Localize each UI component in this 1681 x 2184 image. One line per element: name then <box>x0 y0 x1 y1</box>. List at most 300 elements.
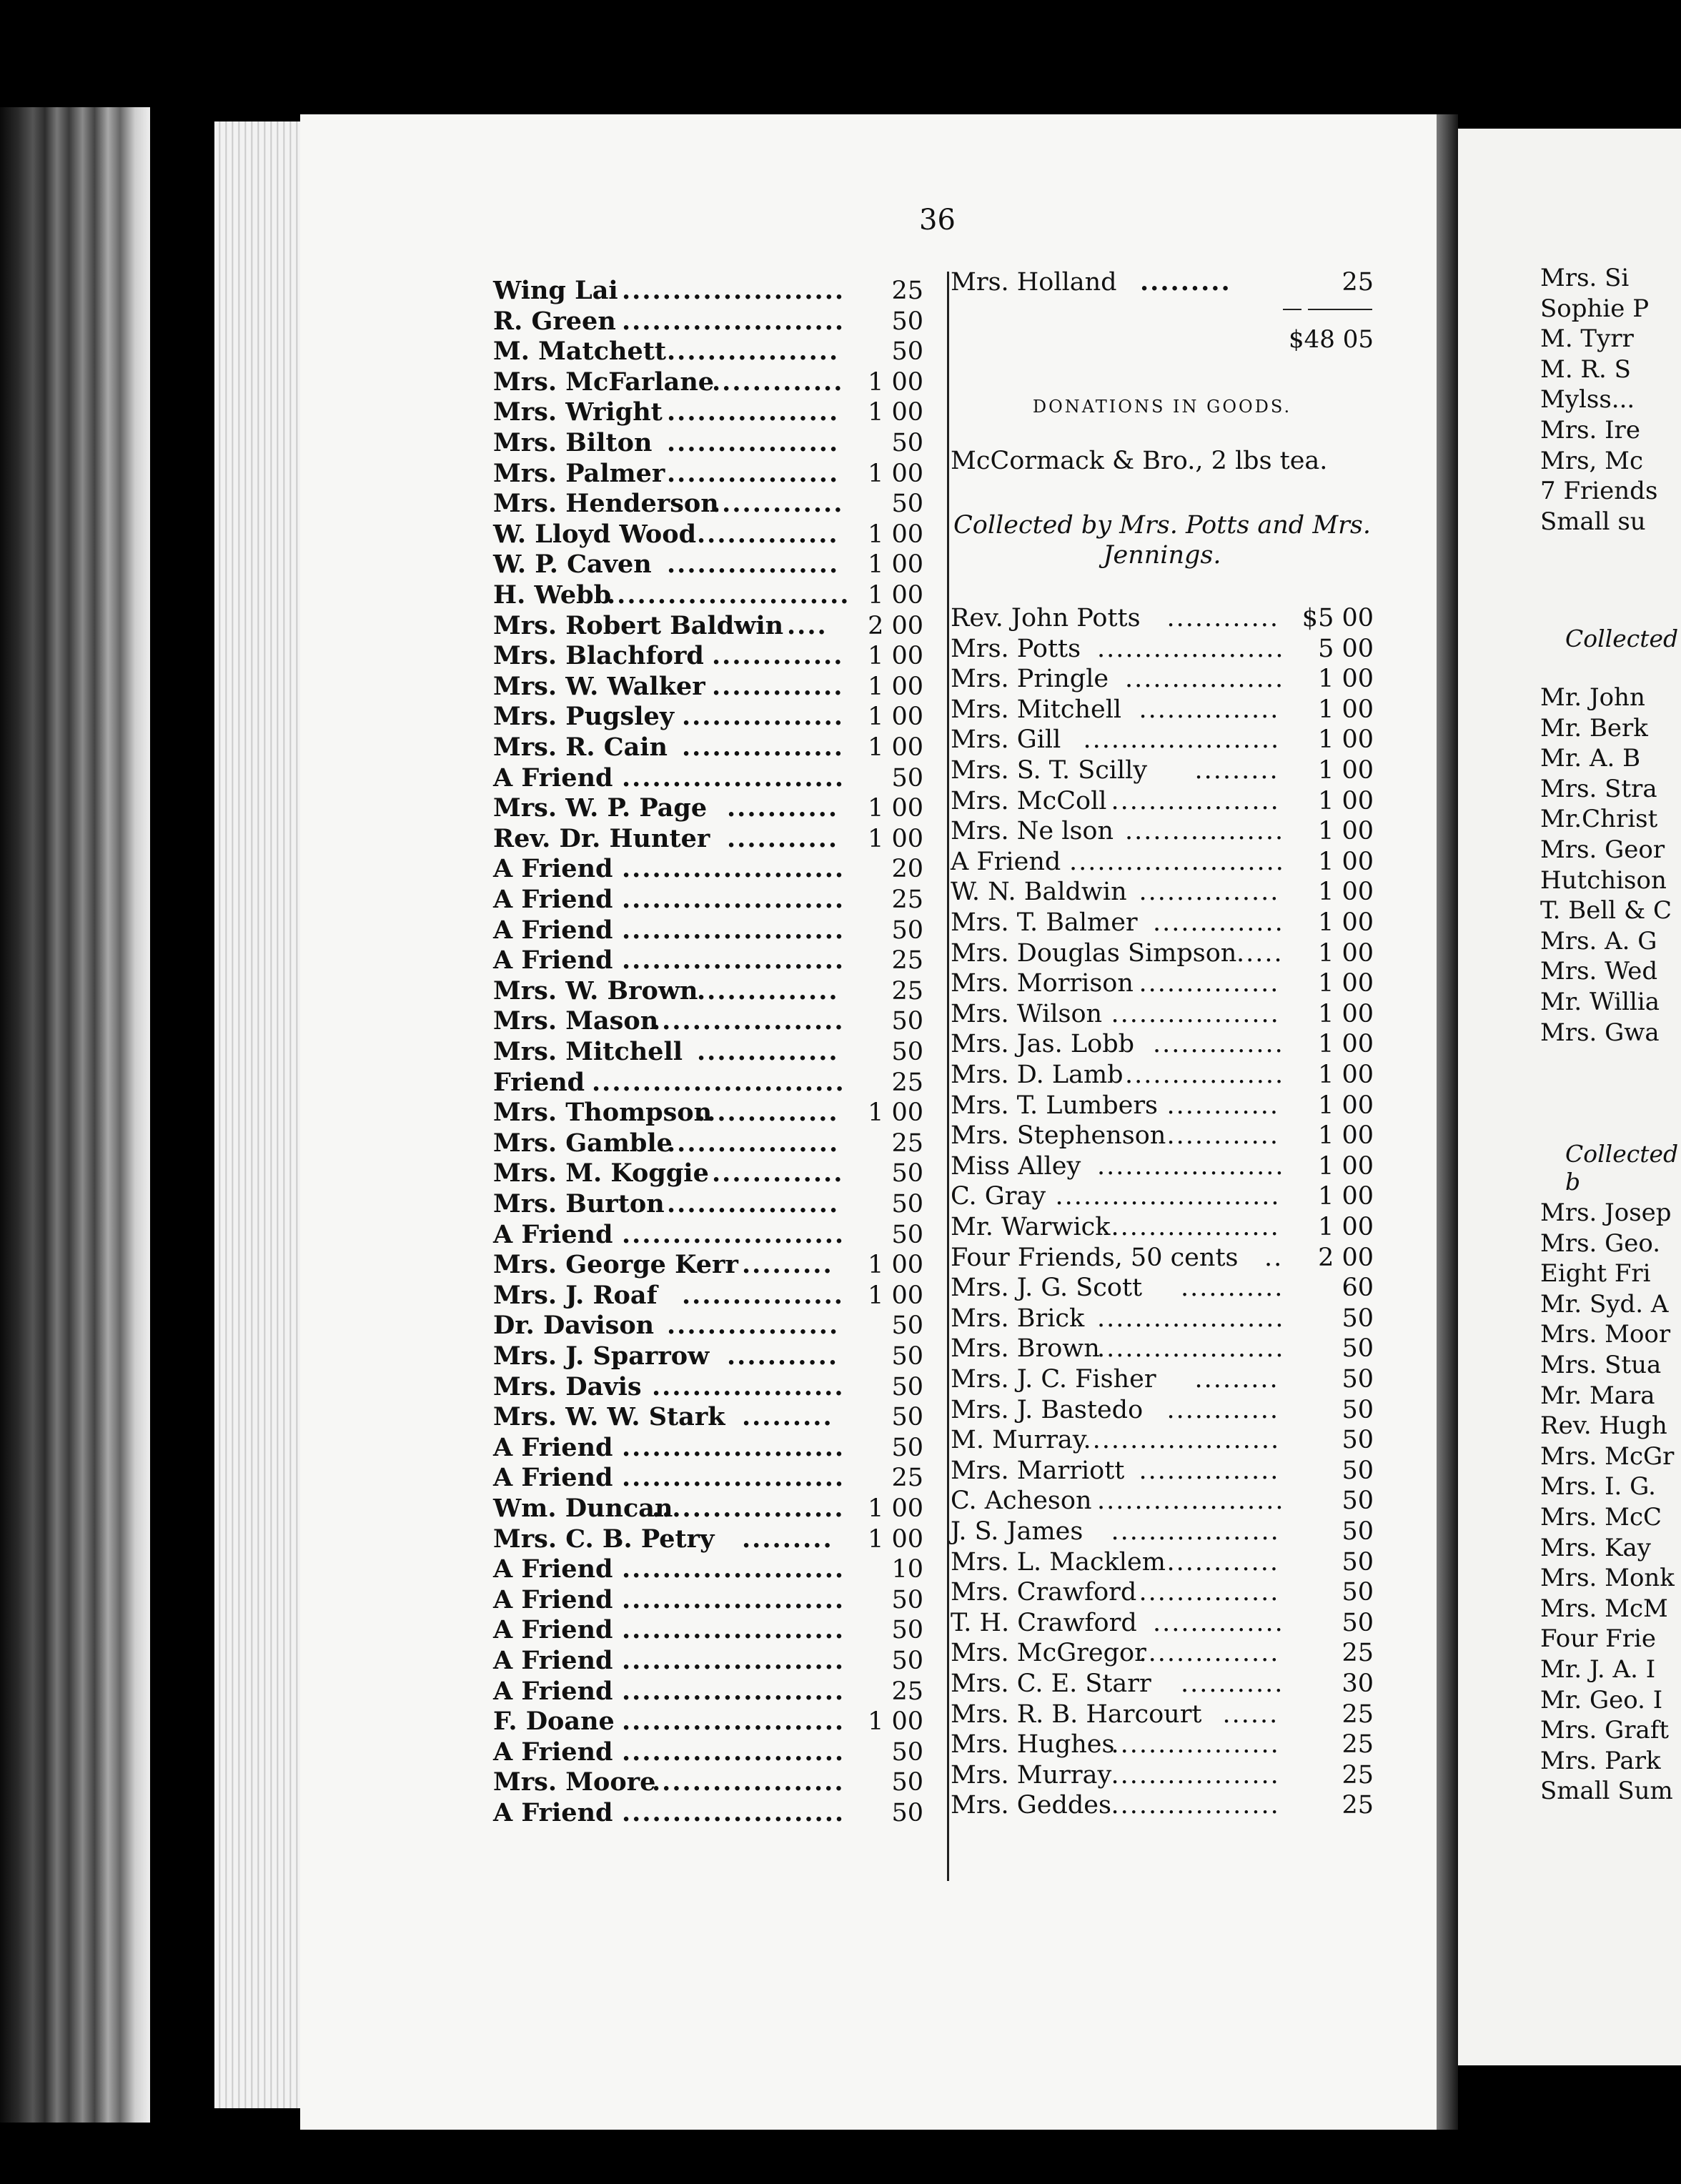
entry-amount: 1 00 <box>868 824 923 853</box>
leader-dots: ......... <box>742 1250 833 1280</box>
entry-name: Friend <box>493 1067 585 1097</box>
entry-amount: 50 <box>1342 1426 1374 1455</box>
column-divider <box>947 272 949 1881</box>
list-item: Rev. Hugh <box>1540 1411 1667 1441</box>
entry-name: Mrs. J. Sparrow <box>493 1341 710 1371</box>
leader-dots: .................. <box>1111 999 1280 1028</box>
leader-dots: ................... <box>652 1494 845 1523</box>
entry-amount: 20 <box>891 855 923 884</box>
entry-name: Mrs. T. Lumbers <box>951 1091 1159 1120</box>
leader-dots: ..................... <box>1083 1426 1281 1455</box>
leader-dots: .................. <box>1111 1730 1280 1759</box>
list-item: Mr. Willia <box>1540 988 1660 1016</box>
entry-name: Mrs. C. B. Petry <box>493 1524 715 1554</box>
leader-dots: ............. <box>712 367 844 397</box>
list-item <box>951 847 1374 877</box>
leader-dots: ............. <box>712 1158 844 1188</box>
list-item: Eight Fri <box>1540 1259 1651 1289</box>
leader-dots: ...................... <box>622 1676 846 1706</box>
leader-dots: .................. <box>1111 1791 1280 1820</box>
entry-amount: 1 00 <box>868 1098 923 1128</box>
entry-name: Mrs. W. Walker <box>493 671 705 701</box>
list-item: Mrs. Stua <box>1540 1351 1662 1379</box>
leader-dots: ............ <box>1166 1547 1280 1577</box>
leader-dots: ........... <box>1181 1669 1284 1698</box>
list-item <box>951 1760 1374 1790</box>
leader-dots: ............. <box>712 489 844 519</box>
entry-amount: 1 00 <box>868 642 923 671</box>
entry-amount: 50 <box>1342 1578 1374 1607</box>
entry-amount: 50 <box>891 1737 923 1767</box>
entry-name: Mrs. Marriott <box>951 1456 1125 1485</box>
list-item: Mrs. Gwa <box>1540 1018 1660 1047</box>
list-item <box>951 1729 1374 1759</box>
entry-name: Mrs. L. Macklem <box>951 1547 1166 1577</box>
leader-dots: ................. <box>667 337 840 367</box>
leader-dots: .............. <box>1153 1030 1284 1059</box>
list-item <box>951 1181 1374 1211</box>
entry-name: A Friend <box>493 1463 613 1493</box>
entry-amount: 1 00 <box>1318 1151 1374 1181</box>
entry-name: Mrs. Brick <box>951 1304 1085 1333</box>
list-item <box>951 1121 1374 1151</box>
list-item: Mrs. A. G <box>1540 926 1657 955</box>
list-item <box>951 1456 1374 1486</box>
list-item <box>493 1189 923 1219</box>
list-item <box>951 725 1374 755</box>
leader-dots: ......................... <box>592 1067 846 1097</box>
entry-amount: 1 00 <box>1318 665 1374 694</box>
entry-name: Mrs. Wilson <box>951 999 1103 1028</box>
list-item: Hutchison <box>1540 865 1667 895</box>
entry-amount: 1 00 <box>868 550 923 580</box>
list-item: Mrs. Kay <box>1540 1533 1652 1562</box>
entry-name: Mrs. J. C. Fisher <box>951 1365 1156 1394</box>
list-item <box>951 634 1374 664</box>
entry-name: A Friend <box>493 1676 613 1706</box>
entry-amount: 1 00 <box>868 1524 923 1554</box>
entry-amount: 1 00 <box>1318 1091 1374 1120</box>
entry-name: Mrs. Douglas Simpson <box>951 938 1237 968</box>
leader-dots: .................... <box>1097 1151 1285 1181</box>
list-item <box>951 1638 1374 1668</box>
leader-dots: ......... <box>1140 267 1231 297</box>
entry-name: Mrs. S. T. Scilly <box>951 756 1148 785</box>
leader-dots: ...................... <box>622 1615 846 1645</box>
list-item: Mrs. Monk <box>1540 1564 1675 1593</box>
list-item <box>951 695 1374 725</box>
list-item <box>493 1037 923 1067</box>
entry-amount: 1 00 <box>1318 1213 1374 1241</box>
leader-dots: ................. <box>667 458 840 488</box>
list-item <box>951 1273 1374 1303</box>
entry-name: A Friend <box>493 763 613 793</box>
entry-name: Mrs. J. Bastedo <box>951 1395 1144 1424</box>
sum-rule <box>1283 309 1301 310</box>
entry-name: Mrs. R. Cain <box>493 733 668 762</box>
entry-name: Mrs. W. W. Stark <box>493 1402 725 1432</box>
leader-dots: ........................ <box>1055 1182 1281 1211</box>
leader-dots: ....................... <box>1069 847 1285 876</box>
entry-amount: 50 <box>1342 1608 1374 1637</box>
list-item <box>493 1494 923 1524</box>
entry-name: Mrs. Henderson <box>493 489 719 519</box>
list-item <box>493 763 923 793</box>
list-item <box>951 1547 1374 1577</box>
list-item: Mrs. I. G. <box>1540 1472 1656 1502</box>
entry-amount: 1 00 <box>868 733 923 762</box>
list-item <box>493 1524 923 1554</box>
list-item <box>951 1669 1374 1699</box>
list-item <box>493 1341 923 1371</box>
entry-amount: 25 <box>891 1068 923 1097</box>
entry-amount: 50 <box>891 915 923 945</box>
goods-entry: McCormack & Bro., 2 lbs tea. <box>951 447 1328 475</box>
list-item <box>493 1677 923 1707</box>
list-item <box>493 1767 923 1797</box>
entry-name: J. S. James <box>951 1517 1084 1546</box>
entry-amount: 1 00 <box>868 1251 923 1280</box>
list-item <box>493 489 923 519</box>
entry-amount: 1 00 <box>868 459 923 488</box>
list-item <box>951 1091 1374 1121</box>
leader-dots: .................... <box>1097 634 1285 663</box>
list-item <box>493 976 923 1006</box>
list-item <box>493 580 923 610</box>
entry-amount: 1 00 <box>868 367 923 397</box>
entry-name: Mrs. Stephenson <box>951 1121 1166 1151</box>
list-item: Mr. Berk <box>1540 713 1648 743</box>
entry-name: Mrs. Gill <box>951 725 1061 755</box>
leader-dots: ...................... <box>622 915 846 945</box>
list-item <box>951 968 1374 998</box>
list-item <box>493 1554 923 1584</box>
entry-amount: 50 <box>891 307 923 336</box>
entry-amount: 1 00 <box>868 1707 923 1737</box>
leader-dots: ................ <box>682 702 844 732</box>
list-item <box>493 1585 923 1615</box>
section-heading: Collected <box>1565 625 1679 652</box>
leader-dots: ......... <box>1194 1365 1279 1394</box>
entry-name: Mrs. Pringle <box>951 665 1109 694</box>
entry-amount: 50 <box>891 1433 923 1462</box>
leader-dots: ...................... <box>622 1219 846 1249</box>
list-item <box>493 793 923 823</box>
entry-amount: 25 <box>1342 1791 1374 1820</box>
entry-amount: 1 00 <box>1318 786 1374 815</box>
entry-amount: 50 <box>891 1159 923 1188</box>
leader-dots: ...................... <box>622 885 846 914</box>
page-edges <box>214 121 307 2108</box>
list-item <box>493 459 923 489</box>
leader-dots: ............ <box>1166 1121 1280 1151</box>
entry-amount: 1 00 <box>868 581 923 610</box>
list-item <box>493 824 923 854</box>
list-item: Mrs. Moor <box>1540 1320 1671 1349</box>
entry-amount: 50 <box>891 1799 923 1827</box>
leader-dots: ...................... <box>622 945 846 976</box>
entry-name: F. Doane <box>493 1707 615 1737</box>
entry-amount: 1 00 <box>1318 999 1374 1028</box>
list-item <box>493 854 923 884</box>
leader-dots: ................. <box>667 1311 840 1341</box>
entry-name: Mrs. C. E. Starr <box>951 1669 1151 1698</box>
collected-heading-line1: Collected by Mrs. Potts and Mrs. <box>953 511 1371 540</box>
leader-dots: .................. <box>1111 1213 1280 1241</box>
leader-dots: ................ <box>682 733 844 762</box>
entry-amount: 1 00 <box>1318 1182 1374 1211</box>
leader-dots: ............. <box>712 671 844 701</box>
collected-heading-line2: Jennings. <box>1103 541 1221 570</box>
list-item <box>493 1281 923 1311</box>
page-gutter <box>1437 114 1458 2130</box>
entry-amount: 1 00 <box>1318 725 1374 755</box>
list-item <box>493 1006 923 1036</box>
entry-name: Four Friends, 50 cents <box>951 1243 1239 1272</box>
entry-amount: 25 <box>1342 268 1374 297</box>
entry-name: W. P. Caven <box>493 550 652 580</box>
list-item <box>493 1615 923 1645</box>
leader-dots: .............. <box>697 976 839 1006</box>
list-item <box>951 267 1374 297</box>
entry-amount: 1 00 <box>868 1281 923 1310</box>
entry-name: Mrs. McColl <box>951 786 1107 815</box>
leader-dots: ................. <box>667 1189 840 1218</box>
entry-name: Mrs. Holland <box>951 268 1117 297</box>
list-item: Mr. Syd. A <box>1540 1289 1669 1319</box>
entry-name: Mrs. Moore <box>493 1767 656 1797</box>
list-item <box>951 1790 1374 1820</box>
list-item: Mr.Christ <box>1540 805 1658 834</box>
entry-amount: 25 <box>891 277 923 305</box>
leader-dots: .............. <box>1153 908 1284 937</box>
list-item <box>493 1433 923 1463</box>
entry-name: W. Lloyd Wood <box>493 519 697 549</box>
total-amount: $48 05 <box>1289 325 1374 354</box>
entry-name: Miss Alley <box>951 1151 1081 1181</box>
list-item: Mrs. McGr <box>1540 1441 1675 1471</box>
entry-name: Mrs. R. B. Harcourt <box>951 1699 1202 1729</box>
list-item <box>493 611 923 641</box>
leader-dots: ...................... <box>622 1554 846 1584</box>
entry-amount: 50 <box>1342 1334 1374 1364</box>
list-item <box>493 307 923 337</box>
entry-amount: 25 <box>1342 1639 1374 1668</box>
entry-name: Wm. Duncan <box>493 1494 673 1523</box>
entry-name: Mrs. Pugsley <box>493 702 675 732</box>
leader-dots: ...... <box>1222 1699 1279 1729</box>
entry-name: M. Matchett <box>493 337 667 367</box>
entry-amount: 50 <box>1342 1517 1374 1546</box>
leader-dots: ............... <box>1139 969 1280 998</box>
list-item: 7 Friends <box>1540 477 1658 506</box>
entry-amount: 25 <box>891 946 923 976</box>
book-spine <box>0 107 150 2123</box>
list-item <box>493 276 923 306</box>
leader-dots: ...................... <box>622 763 846 793</box>
section-heading: Collected b <box>1565 1140 1679 1196</box>
entry-name: A Friend <box>493 915 613 945</box>
leader-dots: .... <box>787 610 828 640</box>
entry-amount: 50 <box>891 1220 923 1249</box>
list-item <box>951 1304 1374 1334</box>
list-item: Mrs. Graft <box>1540 1716 1670 1745</box>
list-item: Mr. A. B <box>1540 744 1641 773</box>
list-item <box>951 1395 1374 1425</box>
entry-name: A Friend <box>951 847 1061 876</box>
entry-amount: 1 00 <box>1318 1061 1374 1089</box>
leader-dots: ................. <box>667 397 840 427</box>
entry-name: Mrs. Jas. Lobb <box>951 1030 1135 1059</box>
list-item: Mrs. Geor <box>1540 835 1665 864</box>
list-item <box>951 1486 1374 1516</box>
entry-name: A Friend <box>493 1584 613 1614</box>
list-item: Sophie P <box>1540 294 1650 323</box>
entry-name: Mrs. Mitchell <box>493 1037 683 1066</box>
entry-amount: 50 <box>891 1403 923 1432</box>
entry-name: Mrs. Hughes <box>951 1730 1115 1759</box>
list-item <box>951 1517 1374 1547</box>
leader-dots: .................... <box>1097 1334 1285 1364</box>
list-item <box>493 945 923 976</box>
entry-amount: 25 <box>1342 1760 1374 1790</box>
list-item: Four Frie <box>1540 1624 1656 1654</box>
leader-dots: ..... <box>1236 938 1284 968</box>
entry-amount: 25 <box>1342 1730 1374 1759</box>
leader-dots: .............. <box>1153 1608 1284 1637</box>
list-item <box>951 1151 1374 1181</box>
entry-amount: 10 <box>891 1555 923 1584</box>
entry-name: Mrs. McFarlane <box>493 367 715 397</box>
entry-name: A Friend <box>493 1432 613 1462</box>
donations-heading: DONATIONS IN GOODS. <box>1032 397 1292 417</box>
leader-dots: .............. <box>697 1098 839 1128</box>
entry-name: A Friend <box>493 854 613 884</box>
sum-rule <box>1308 309 1372 310</box>
list-item <box>493 641 923 671</box>
list-item <box>493 733 923 763</box>
page-number: 36 <box>919 204 956 237</box>
leader-dots: ...................... <box>622 306 846 336</box>
entry-name: Mrs. Murray <box>951 1760 1112 1790</box>
entry-name: Mrs. Blachford <box>493 641 704 671</box>
entry-name: A Friend <box>493 1219 613 1249</box>
entry-name: Mrs. Ne lson <box>951 817 1114 846</box>
entry-amount: 50 <box>891 1372 923 1401</box>
entry-name: Wing Lai <box>493 276 618 305</box>
entry-name: W. N. Baldwin <box>951 878 1127 907</box>
list-item <box>951 1060 1374 1090</box>
list-item <box>493 1158 923 1188</box>
leader-dots: ............ <box>1166 1395 1280 1424</box>
list-item <box>493 520 923 550</box>
entry-amount: 1 00 <box>1318 695 1374 724</box>
entry-amount: 1 00 <box>1318 908 1374 937</box>
leader-dots: .................... <box>1097 1304 1285 1333</box>
entry-name: Mrs. George Kerr <box>493 1250 738 1280</box>
list-item: Mrs. Geo. <box>1540 1228 1661 1258</box>
leader-dots: ................... <box>652 1371 845 1401</box>
list-item <box>951 603 1374 633</box>
entry-amount: 25 <box>891 1677 923 1706</box>
leader-dots: ................. <box>1125 817 1285 846</box>
entry-name: Mrs. Mitchell <box>951 695 1122 724</box>
leader-dots: .................. <box>1111 786 1280 815</box>
leader-dots: ................. <box>1125 665 1285 694</box>
entry-amount: 1 00 <box>1318 1121 1374 1151</box>
list-item <box>493 1402 923 1432</box>
list-item <box>951 816 1374 846</box>
list-item: Mrs. McM <box>1540 1594 1668 1623</box>
list-item <box>493 702 923 732</box>
list-item <box>493 1798 923 1828</box>
list-item: Mrs. Park <box>1540 1746 1661 1775</box>
list-item: M. Tyrr <box>1540 324 1634 354</box>
entry-amount: 1 00 <box>1318 969 1374 998</box>
list-item: Mrs, Mc <box>1540 446 1643 475</box>
entry-name: Mrs. Burton <box>493 1189 665 1218</box>
entry-amount: 60 <box>1342 1274 1374 1303</box>
entry-name: Mrs. Morrison <box>951 969 1134 998</box>
entry-name: A Friend <box>493 1737 613 1767</box>
entry-name: Rev. Dr. Hunter <box>493 823 710 853</box>
entry-name: Mrs. Robert Baldwin <box>493 610 784 640</box>
list-item <box>493 1068 923 1098</box>
list-item: Mr. Mara <box>1540 1381 1655 1410</box>
list-item <box>493 550 923 580</box>
entry-name: A Friend <box>493 1798 613 1827</box>
entry-name: Mrs. Geddes <box>951 1791 1111 1820</box>
entry-name: Mrs. M. Koggie <box>493 1158 709 1188</box>
entry-name: Mrs. Crawford <box>951 1578 1137 1607</box>
list-item: Mrs. Josep <box>1540 1198 1672 1227</box>
leader-dots: ...................... <box>622 1707 846 1737</box>
leader-dots: ........................ <box>607 580 851 610</box>
list-item <box>493 1463 923 1493</box>
leader-dots: ...................... <box>622 276 846 305</box>
entry-name: C. Gray <box>951 1182 1046 1211</box>
entry-amount: 50 <box>891 1311 923 1341</box>
list-item <box>951 1577 1374 1607</box>
entry-amount: 50 <box>891 1647 923 1675</box>
list-item <box>493 1646 923 1676</box>
entry-name: Mrs. J. G. Scott <box>951 1274 1143 1303</box>
list-item <box>493 1128 923 1158</box>
entry-name: Mrs. J. Roaf <box>493 1280 658 1310</box>
leader-dots: ..................... <box>1083 725 1281 755</box>
entry-name: Mrs. Davis <box>493 1371 642 1401</box>
entry-amount: 30 <box>1342 1669 1374 1698</box>
entry-name: Rev. John Potts <box>951 604 1141 632</box>
leader-dots: ...................... <box>622 1432 846 1462</box>
entry-amount: 50 <box>891 1616 923 1645</box>
entry-amount: 50 <box>1342 1547 1374 1577</box>
list-item <box>951 1334 1374 1364</box>
entry-name: M. Murray <box>951 1426 1087 1455</box>
leader-dots: ...................... <box>622 1646 846 1675</box>
list-item <box>493 367 923 397</box>
leader-dots: ................. <box>667 428 840 457</box>
list-item <box>493 1250 923 1280</box>
entry-name: A Friend <box>493 945 613 976</box>
list-item <box>493 337 923 367</box>
list-item <box>493 1220 923 1250</box>
list-item <box>493 672 923 702</box>
entry-name: Mrs. Potts <box>951 634 1081 663</box>
list-item <box>951 755 1374 785</box>
entry-name: Dr. Davison <box>493 1311 655 1341</box>
leader-dots: ........... <box>727 823 839 853</box>
